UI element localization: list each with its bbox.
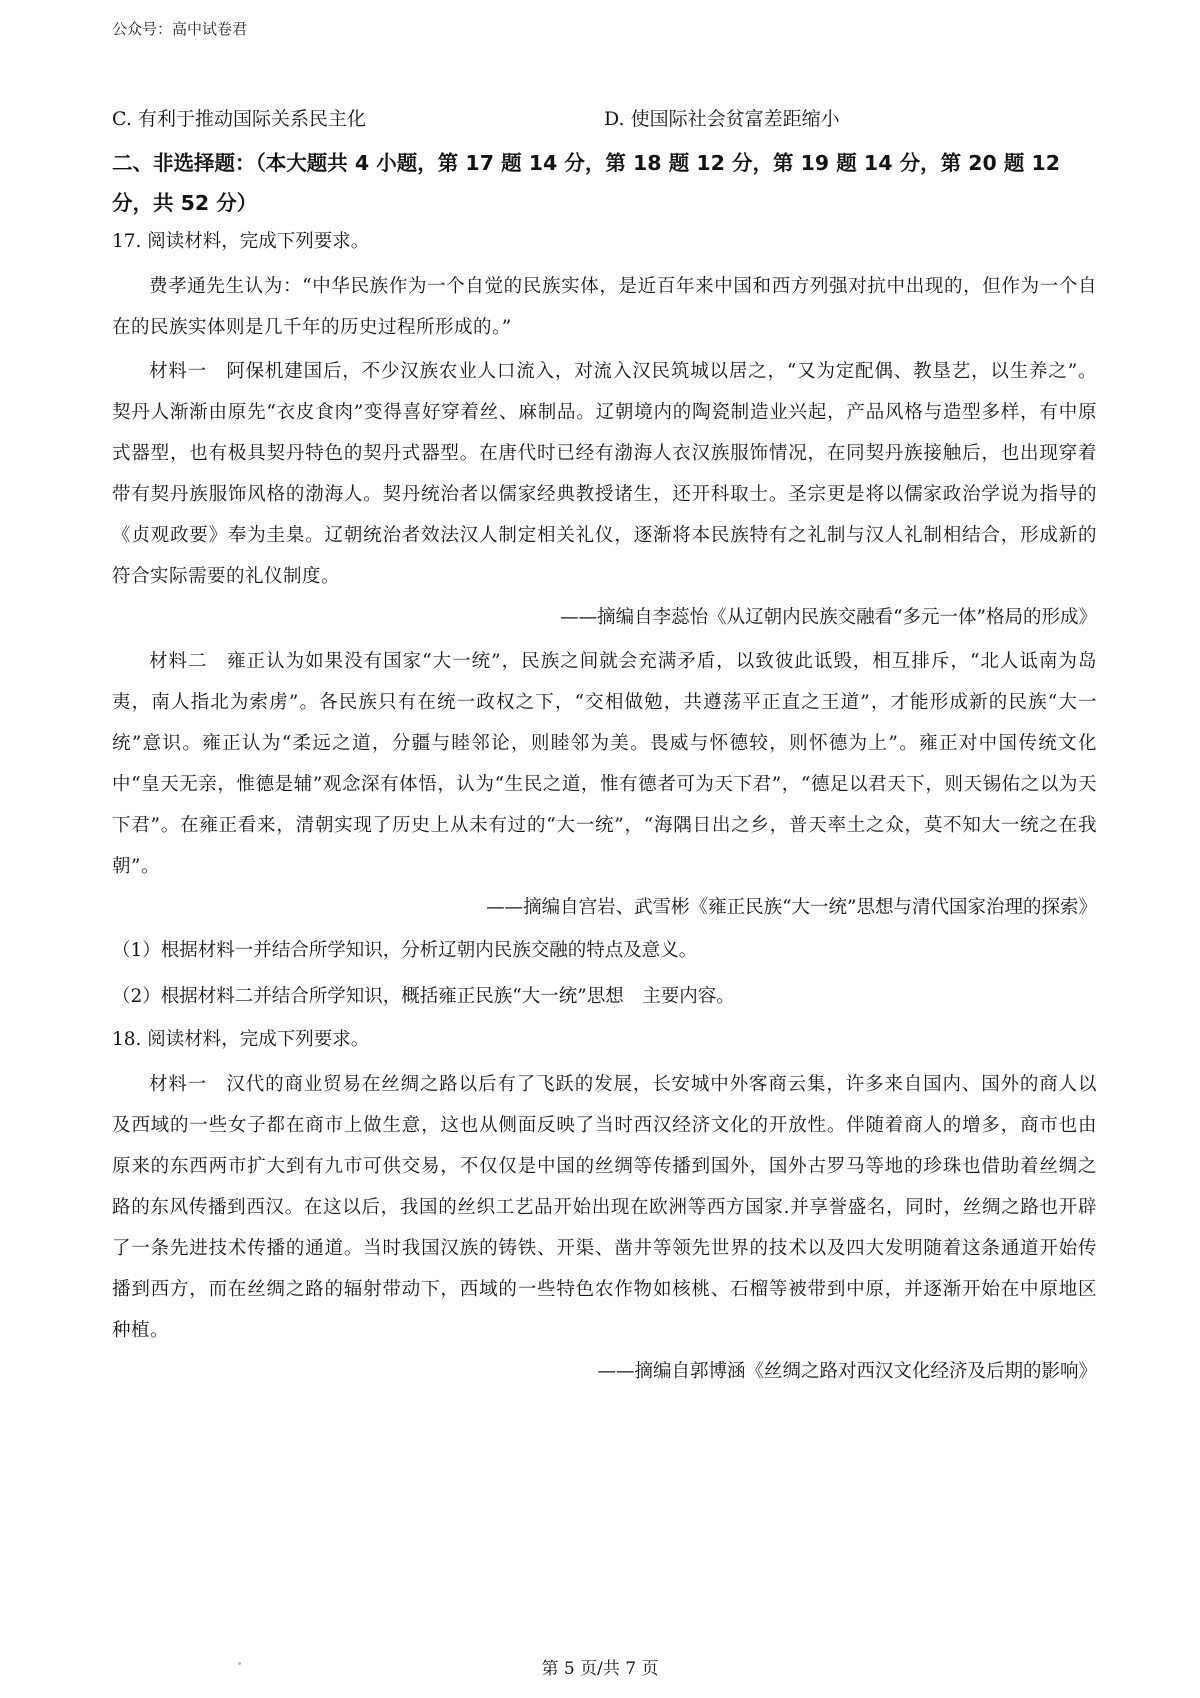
question-content (112, 222, 1097, 1392)
question-17-source-2: ——摘编自宫岩、武雪彬《雍正民族“大一统”思想与清代国家治理的探索》 (486, 897, 1097, 918)
page-number: 第 5 页/共 7 页 (541, 1659, 659, 1679)
question-17-sub-1: （1）根据材料一并结合所学知识，分析辽朝内民族交融的特点及意义。 (112, 940, 698, 961)
option-d: D. 使国际社会贫富差距缩小 (604, 108, 840, 130)
section-title: 二、非选择题：（本大题共 4 小题，第 17 题 14 分，第 18 题 12 分，第 19 题 14 分，第 20 题 12 分，共 52 分） (112, 151, 1061, 215)
question-17-title: 17. 阅读材料，完成下列要求。 (112, 231, 370, 252)
question-18-source-1: ——摘编自郭博涵《丝绸之路对西汉文化经济及后期的影响》 (597, 1361, 1097, 1382)
question-17-material-1: 材料一 阿保机建国后，不少汉族农业人口流入，对流入汉民筑城以居之，“又为定配偶、教垦艺，以生养之”。契丹人渐渐由原先“衣皮食肉”变得喜好穿着丝、麻制品。辽朝境内的陶瓷制造业兴起，产品风格与造型多样，有中原式器型，也有极具契丹特色的契丹式器型。在唐代时已经有渤海人衣汉族服饰情况，在同契丹族接触后，也出现穿着带有契丹族服饰风格的渤海人。契丹统治者以儒家经典教授诸生，还开科取士。圣宗更是将以儒家政治学说为指导的《贞观政要》奉为圭臬。辽朝统治者效法汉人制定相关礼仪，逐渐将本民族特有之礼制与汉人礼制相结合，形成新的符合实际需要的礼仪制度。 (112, 361, 1097, 587)
question-18-title: 18. 阅读材料，完成下列要求。 (112, 1029, 370, 1050)
option-c: C. 有利于推动国际关系民主化 (112, 108, 366, 130)
question-17-sub-2: （2）根据材料二并结合所学知识，概括雍正民族“大一统”思想 主要内容。 (112, 986, 735, 1007)
page-header: 公众号：高中试卷君 (112, 20, 248, 38)
question-17-intro: 费孝通先生认为：“中华民族作为一个自觉的民族实体，是近百年来中国和西方列强对抗中出现的，但作为一个自在的民族实体则是几千年的历史过程所形成的。” (112, 276, 1097, 338)
question-17-material-2: 材料二 雍正认为如果没有国家“大一统”，民族之间就会充满矛盾，以致彼此诋毁，相互排斥，“北人诋南为岛夷，南人指北为索虏”。各民族只有在统一政权之下，“交相做勉，共遵荡平正直之王道”，才能形成新的民族“大一统”意识。雍正认为“柔远之道，分疆与睦邻论，则睦邻为美。畏威与怀德较，则怀德为上”。雍正对中国传统文化中“皇天无亲，惟德是辅”观念深有体悟，认为“生民之道，惟有德者可为天下君”，“德足以君天下，则天锡佑之以为天下君”。在雍正看来，清朝实现了历史上从未有过的“大一统”，“海隅日出之乡，普天率土之众，莫不知大一统之在我朝”。 (112, 651, 1097, 877)
question-18-material-1: 材料一 汉代的商业贸易在丝绸之路以后有了飞跃的发展，长安城中外客商云集，许多来自国内、国外的商人以及西域的一些女子都在商市上做生意，这也从侧面反映了当时西汉经济文化的开放性。伴随着商人的增多，商市也由原来的东西两市扩大到有九市可供交易，不仅仅是中国的丝绸等传播到国外，国外古罗马等地的珍珠也借助着丝绸之路的东风传播到西汉。在这以后，我国的丝织工艺品开始出现在欧洲等西方国家.并享誉盛名，同时，丝绸之路也开辟了一条先进技术传播的通道。当时我国汉族的铸铁、开渠、凿井等领先世界的技术以及四大发明随着这条通道开始传播到西方，而在丝绸之路的辐射带动下，西域的一些特色农作物如核桃、石榴等被带到中原，并逐渐开始在中原地区种植。 (112, 1074, 1097, 1341)
question-17-source-1: ——摘编自李蕊怡《从辽朝内民族交融看“多元一体”格局的形成》 (560, 607, 1097, 628)
